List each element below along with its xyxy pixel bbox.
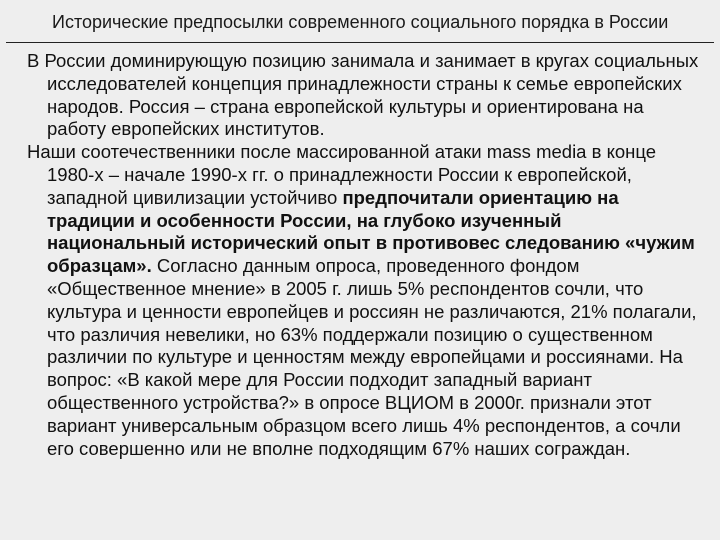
slide-title: Исторические предпосылки современного социального порядка в России: [52, 12, 669, 32]
paragraph-survey-details: Согласно данным опроса, проведенного фондом «Общественное мнение» в 2005 г. лишь 5% респондентов сочли, что культура и ценности европейцев и россиян не различаются, 21% полагали, что различия невелики, но 63% поддержали позицию о существенном различии по культуре и ценностям между европейцами и россиянами. На вопрос: «В какой мере для России подходит западный вариант общественного устройства?» в опросе ВЦИОМ в 2000г. признали этот вариант универсальным образцом всего лишь 4% респондентов, а сочли его совершенно или не вполне подходящим 67% наших сограждан.: [47, 255, 697, 459]
title-divider: [6, 42, 714, 43]
paragraph-europe-concept-text: В России доминирующую позицию занимала и занимает в кругах социальных исследователей концепция принадлежности страны к семье европейских народов. Россия – страна европейской культуры и ориентирована на работу европейских институтов.: [27, 50, 699, 140]
paragraph-europe-concept: [27, 50, 703, 141]
slide-body: [27, 50, 703, 460]
paragraph-survey-results: [27, 141, 703, 460]
paragraph-survey-intro: Наши соотечественники после массированной атаки mass media в конце 1980-х – начале 1990-х гг. о принадлежности России к европейской, западной цивилизации устойчиво: [27, 141, 657, 208]
paragraph-survey-emphasis: предпочитали ориентацию на традиции и особенности России, на глубоко изученный национальный исторический опыт в противовес следованию «чужим образцам».: [47, 186, 695, 277]
